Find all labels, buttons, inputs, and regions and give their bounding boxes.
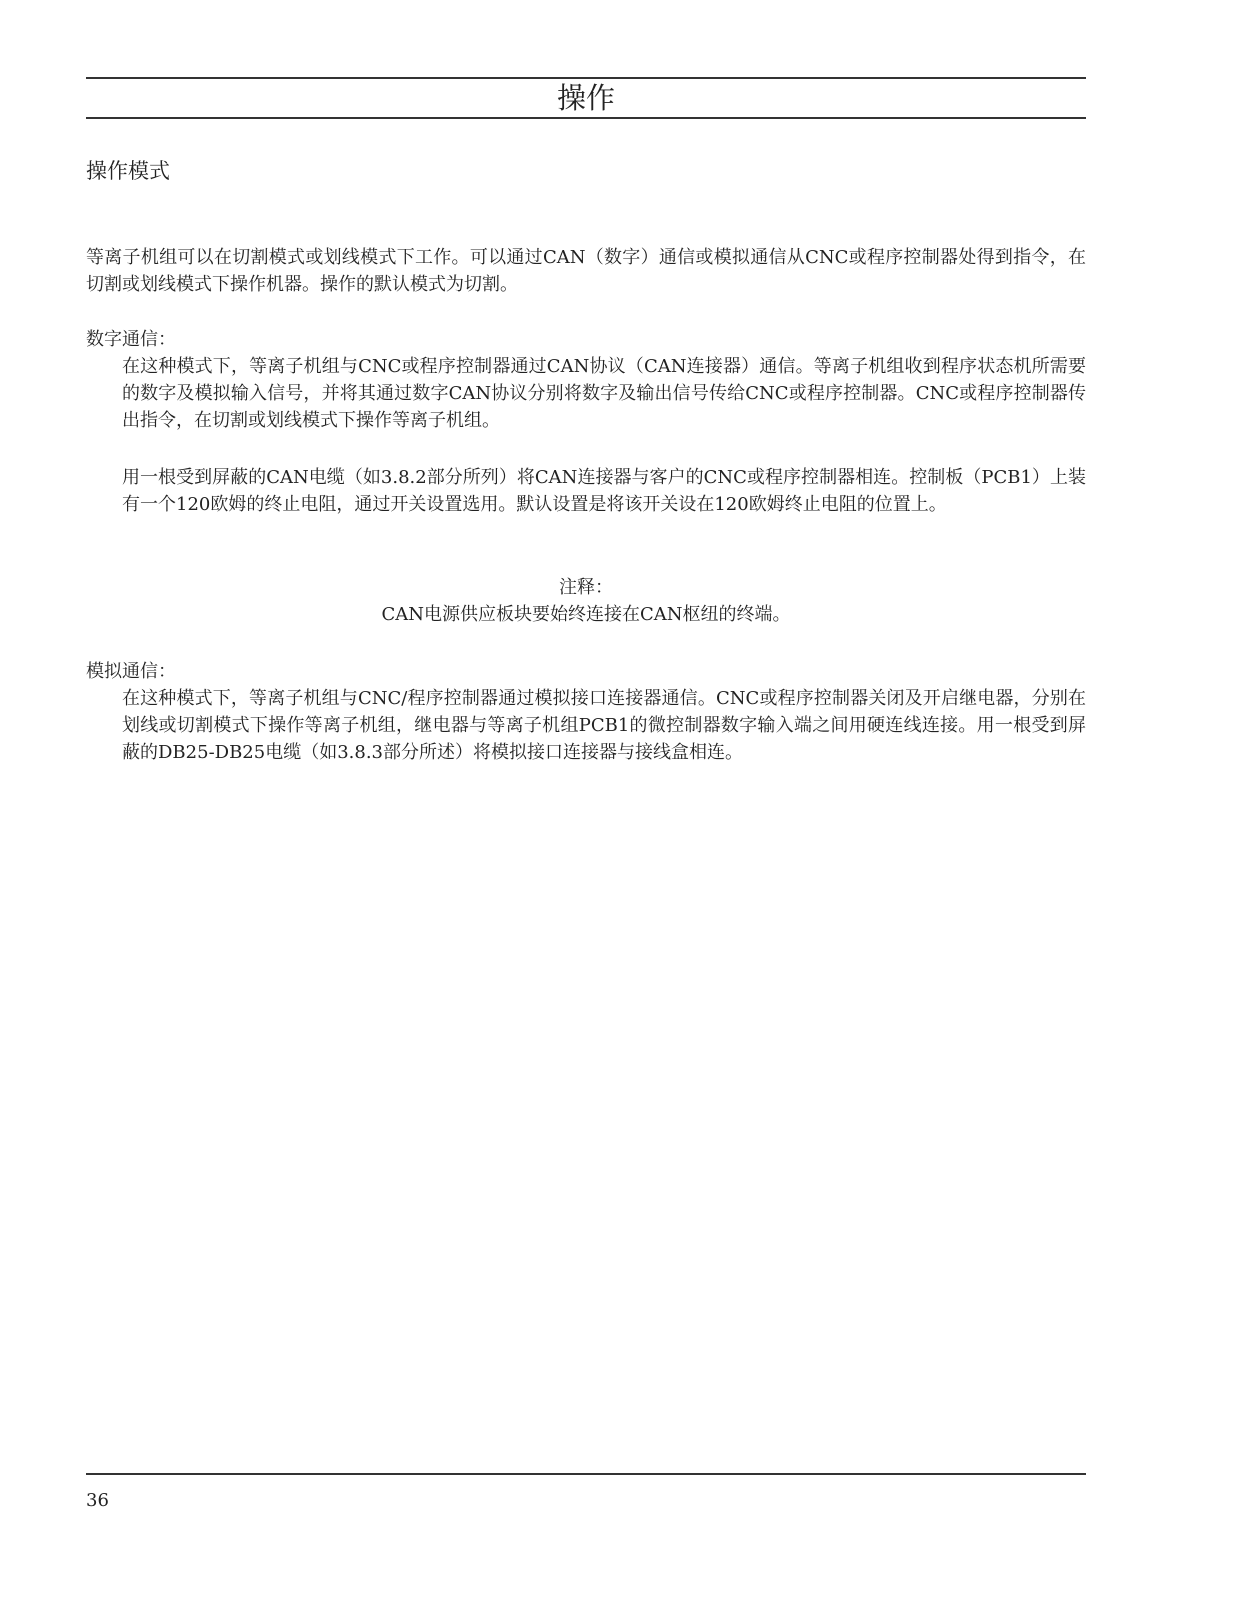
page-number: 36 bbox=[86, 1490, 109, 1511]
digital-comm-heading: 数字通信： bbox=[86, 329, 176, 350]
section-title: 操作模式 bbox=[86, 159, 170, 183]
page-title: 操作 bbox=[556, 81, 615, 115]
analog-comm-paragraph: 在这种模式下，等离子机组与CNC/程序控制器通过模拟接口连接器通信。CNC或程序控制器关闭及开启继电器，分别在划线或切割模式下操作等离子机组，继电器与等离子机组PCB1的微控制器数字输入端之间用硬连线连接。用一根受到屏蔽的DB25-DB25电缆（如3.8.3部分所述）将模拟接口连接器与接线盒相连。 bbox=[122, 688, 1086, 763]
intro-paragraph: 等离子机组可以在切割模式或划线模式下工作。可以通过CAN（数字）通信或模拟通信从CNC或程序控制器处得到指令，在切割或划线模式下操作机器。操作的默认模式为切割。 bbox=[86, 247, 1086, 295]
analog-comm-heading: 模拟通信： bbox=[86, 661, 176, 682]
note-heading: 注释： bbox=[559, 577, 613, 598]
digital-comm-paragraph-2: 用一根受到屏蔽的CAN电缆（如3.8.2部分所列）将CAN连接器与客户的CNC或程序控制器相连。控制板（PCB1）上装有一个120欧姆的终止电阻，通过开关设置选用。默认设置是将该开关设在120欧姆终止电阻的位置上。 bbox=[122, 467, 1086, 515]
digital-comm-paragraph-1: 在这种模式下，等离子机组与CNC或程序控制器通过CAN协议（CAN连接器）通信。等离子机组收到程序状态机所需要的数字及模拟输入信号，并将其通过数字CAN协议分别将数字及输出信号传给CNC或程序控制器。CNC或程序控制器传出指令，在切割或划线模式下操作等离子机组。 bbox=[122, 356, 1086, 431]
header-bottom-rule bbox=[86, 117, 1086, 119]
note-body: CAN电源供应板块要始终连接在CAN枢纽的终端。 bbox=[381, 604, 791, 625]
footer-rule bbox=[86, 1473, 1086, 1475]
